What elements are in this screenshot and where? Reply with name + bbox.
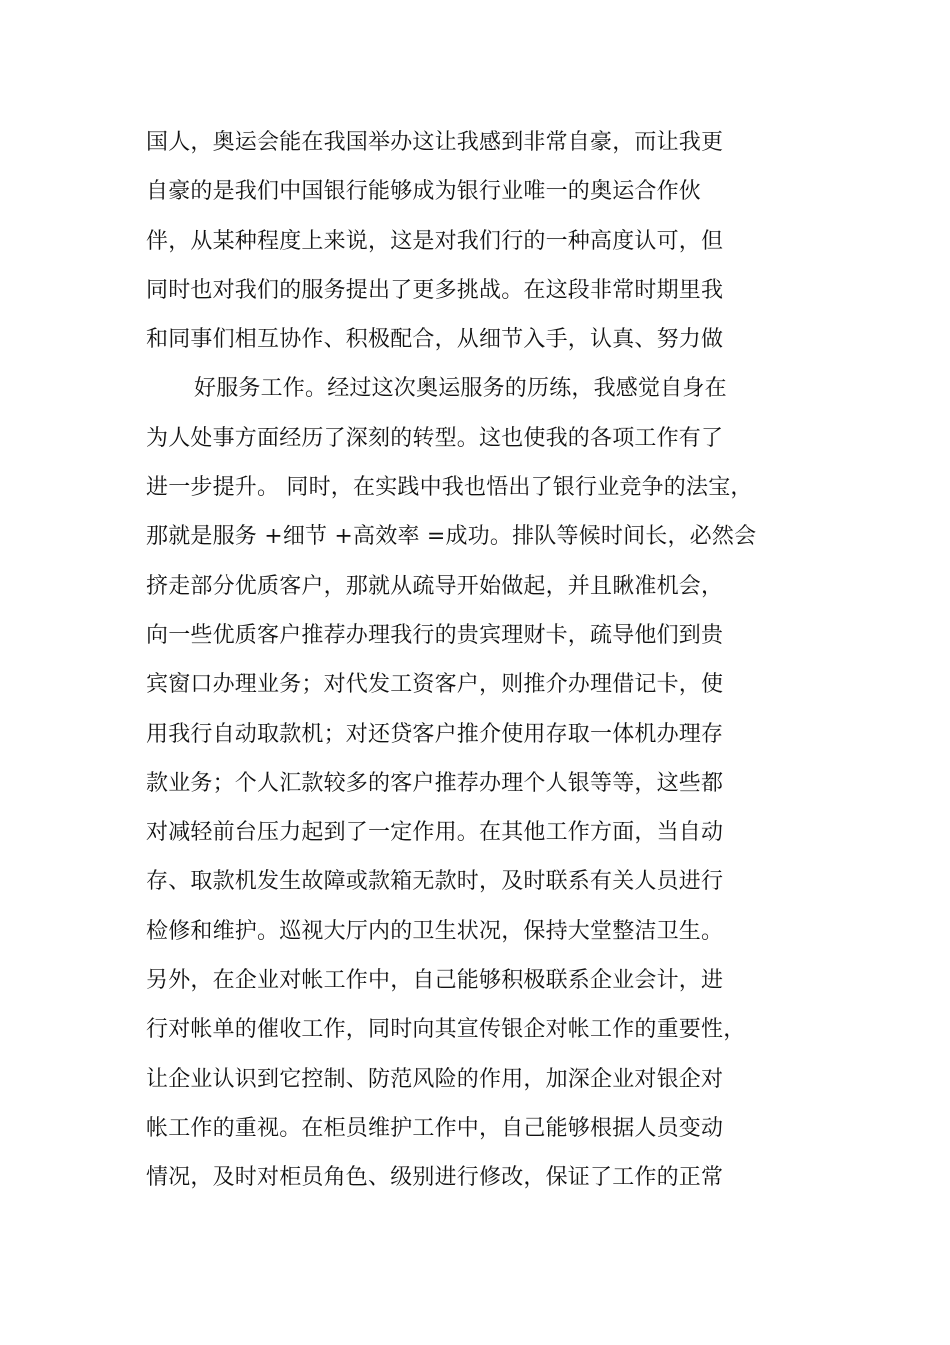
text-line: 行对帐单的催收工作，同时向其宣传银企对帐工作的重要性， <box>146 1017 746 1043</box>
text-line: 另外，在企业对帐工作中，自己能够积极联系企业会计，进 <box>146 968 724 994</box>
text-line: 国人，奥运会能在我国举办这让我感到非常自豪，而让我更 <box>146 130 724 155</box>
text-line: 帐工作的重视。在柜员维护工作中，自己能够根据人员变动 <box>146 1115 724 1141</box>
text-line: 和同事们相互协作、积极配合，从细节入手，认真、努力做 <box>146 327 724 353</box>
text-line: 为人处事方面经历了深刻的转型。这也使我的各项工作有了 <box>146 425 724 451</box>
text-line: 情况，及时对柜员角色、级别进行修改，保证了工作的正常 <box>146 1165 724 1191</box>
text-line: 宾窗口办理业务；对代发工资客户，则推介办理借记卡，使 <box>146 672 724 698</box>
text-line: 存、取款机发生故障或款箱无款时，及时联系有关人员进行 <box>146 869 724 895</box>
text-line: 对减轻前台压力起到了一定作用。在其他工作方面，当自动 <box>146 820 724 846</box>
text-line: 那就是服务 +细节 +高效率 =成功。排队等候时间长，必然会 <box>146 524 757 550</box>
text-line: 向一些优质客户推荐办理我行的贵宾理财卡，疏导他们到贵 <box>146 622 724 648</box>
text-line: 同时也对我们的服务提出了更多挑战。在这段非常时期里我 <box>146 277 724 303</box>
text-line: 挤走部分优质客户，那就从疏导开始做起，并且瞅准机会， <box>146 573 724 599</box>
text-line: 进一步提升。 同时，在实践中我也悟出了银行业竞争的法宝， <box>146 475 753 501</box>
text-line: 用我行自动取款机；对还贷客户推介使用存取一体机办理存 <box>146 721 724 747</box>
text-line: 让企业认识到它控制、防范风险的作用，加深企业对银企对 <box>146 1066 724 1092</box>
text-line: 款业务；个人汇款较多的客户推荐办理个人银等等，这些都 <box>146 770 724 796</box>
text-line: 检修和维护。巡视大厅内的卫生状况，保持大堂整洁卫生。 <box>146 918 724 944</box>
text-line: 好服务工作。经过这次奥运服务的历练，我感觉自身在 <box>194 376 727 402</box>
text-line: 自豪的是我们中国银行能够成为银行业唯一的奥运合作伙 <box>146 179 702 205</box>
body-text <box>146 118 806 1203</box>
text-line: 伴，从某种程度上来说，这是对我们行的一种高度认可，但 <box>146 228 724 254</box>
